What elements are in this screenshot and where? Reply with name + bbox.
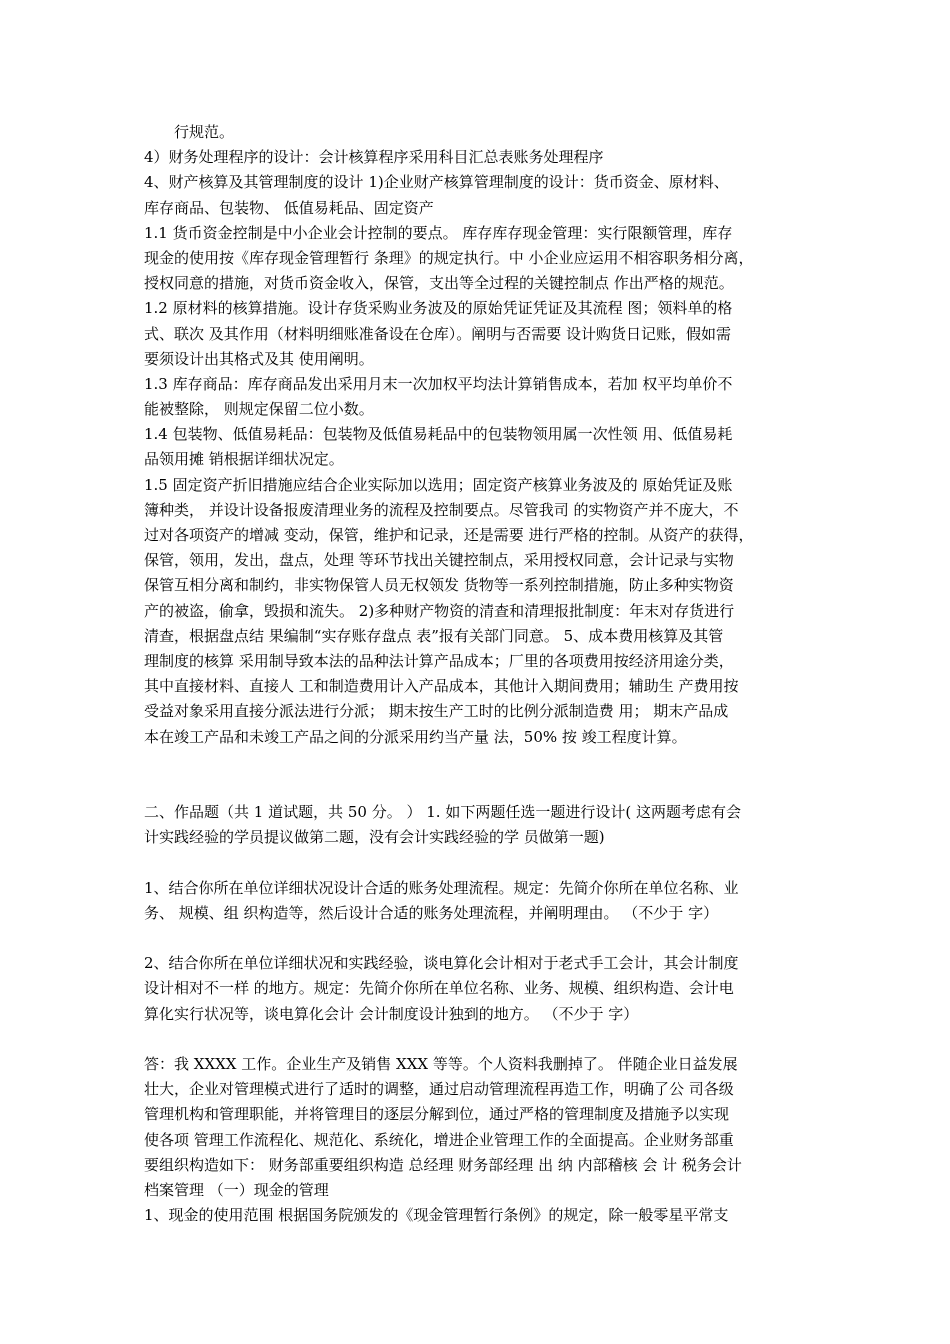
text-line: 要组织构造如下： 财务部重要组织构造 总经理 财务部经理 出 纳 内部稽核 会 计 税务会计 bbox=[144, 1155, 742, 1174]
text-line: 档案管理 （一）现金的管理 bbox=[144, 1180, 329, 1199]
text-line: 务、 规模、组 织构造等，然后设计合适的账务处理流程，并阐明理由。 （不少于 字） bbox=[144, 903, 719, 922]
text-line: 计实践经验的学员提议做第二题，没有会计实践经验的学 员做第一题) bbox=[144, 828, 605, 847]
text-line: 式、联次 及其作用（材料明细账准备设在仓库）。阐明与否需要 设计购货日记账，假如需 bbox=[144, 324, 732, 343]
text-line: 算化实行状况等，谈电算化会计 会计制度设计独到的地方。 （不少于 字） bbox=[144, 1004, 639, 1023]
paragraph-property-accounting bbox=[144, 170, 816, 220]
blank-space bbox=[144, 750, 816, 800]
text-line: 授权同意的措施，对货币资金收入，保管，支出等全过程的关键控制点 作出严格的规范。 bbox=[144, 274, 734, 293]
blank-space bbox=[144, 850, 816, 875]
text-line: 清查，根据盘点结 果编制“实存账存盘点 表”报有关部门同意。 5、成本费用核算及其管 bbox=[144, 626, 724, 645]
text-line: 过对各项资产的增减 变动，保管，维护和记录，还是需要 进行严格的控制。从资产的获得， bbox=[144, 526, 754, 544]
text-line: 本在竣工产品和未竣工产品之间的分派采用约当产量 法，50% 按 竣工程度计算。 bbox=[144, 727, 687, 746]
text-line: 品领用摊 销根据详细状况定。 bbox=[144, 450, 344, 469]
text-line: 库存商品、包装物、 低值易耗品、固定资产 bbox=[144, 198, 434, 217]
blank-space bbox=[144, 926, 816, 951]
paragraph-section-two-heading bbox=[144, 800, 816, 850]
text-line: 产的被盗，偷拿，毁损和流失。 2)多种财产物资的清查和清理报批制度：年末对存货进行 bbox=[144, 601, 735, 620]
paragraph-cash-scope bbox=[144, 1203, 816, 1228]
text-line: 管理机构和管理职能，并将管理目的逐层分解到位，通过严格的管理制度及措施予以实现 bbox=[144, 1105, 730, 1124]
text-line: 现金的使用按《库存现金管理暂行 条理》的规定执行。中 小企业应运用不相容职务相分离， bbox=[144, 248, 754, 267]
text-line: 1.5 固定资产折旧措施应结合企业实际加以选用；固定资产核算业务波及的 原始凭证及账 bbox=[144, 475, 733, 494]
text-line: 使各项 管理工作流程化、规范化、系统化，增进企业管理工作的全面提高。企业财务部重 bbox=[144, 1130, 734, 1149]
text-line: 要须设计出其格式及其 使用阐明。 bbox=[144, 349, 374, 368]
paragraph-norms-end bbox=[144, 120, 816, 145]
paragraph-fixed-assets bbox=[144, 473, 816, 750]
text-line: 保管互相分离和制约，非实物保管人员无权领发 货物等一系列控制措施，防止多种实物资 bbox=[144, 576, 734, 595]
paragraph-answer bbox=[144, 1052, 816, 1203]
paragraph-cash-control bbox=[144, 221, 816, 297]
text-line: 其中直接材料、直接人 工和制造费用计入产品成本，其他计入期间费用；辅助生 产费用按 bbox=[144, 677, 739, 696]
text-line: 1.1 货币资金控制是中小企业会计控制的要点。 库存库存现金管理：实行限额管理，库存 bbox=[144, 223, 733, 242]
text-line: 保管，领用，发出，盘点，处理 等环节找出关键控制点，采用授权同意，会计记录与实物 bbox=[144, 551, 734, 570]
text-line: 1、现金的使用范围 根据国务院颁发的《现金管理暂行条例》的规定，除一般零星平常支 bbox=[144, 1206, 729, 1225]
blank-space bbox=[144, 1027, 816, 1052]
text-line: 壮大，企业对管理模式进行了适时的调整，通过启动管理流程再造工作，明确了公 司各级 bbox=[144, 1080, 734, 1099]
paragraph-procedure-design bbox=[144, 145, 816, 170]
text-line: 1.4 包装物、低值易耗品：包装物及低值易耗品中的包装物领用属一次性领 用、低值易耗 bbox=[144, 425, 733, 444]
paragraph-packaging bbox=[144, 422, 816, 472]
text-line: 4）财务处理程序的设计：会计核算程序采用科目汇总表账务处理程序 bbox=[144, 148, 604, 167]
text-line: 能被整除， 则规定保留二位小数。 bbox=[144, 400, 374, 419]
text-line: 设计相对不一样 的地方。规定：先简介你所在单位名称、业务、规模、组织构造、会计电 bbox=[144, 979, 734, 998]
document-page bbox=[144, 120, 816, 1228]
text-line: 二、作品题（共 1 道试题，共 50 分。 ） 1. 如下两题任选一题进行设计( 这两题考虑有会 bbox=[144, 803, 741, 822]
text-line: 1、结合你所在单位详细状况设计合适的账务处理流程。规定：先简介你所在单位名称、业 bbox=[144, 878, 739, 897]
paragraph-inventory-goods bbox=[144, 372, 816, 422]
text-line: 行规范。 bbox=[144, 123, 235, 141]
paragraph-raw-materials bbox=[144, 296, 816, 372]
text-line: 2、结合你所在单位详细状况和实践经验，谈电算化会计相对于老式手工会计，其会计制度 bbox=[144, 954, 739, 973]
text-line: 受益对象采用直接分派法进行分派； 期末按生产工时的比例分派制造费 用； 期末产品成 bbox=[144, 702, 729, 721]
text-line: 理制度的核算 采用制导致本法的品种法计算产品成本；厂里的各项费用按经济用途分类， bbox=[144, 651, 734, 670]
text-line: 1.2 原材料的核算措施。设计存货采购业务波及的原始凭证凭证及其流程 图；领料单的格 bbox=[144, 299, 733, 318]
text-line: 4、财产核算及其管理制度的设计 1)企业财产核算管理制度的设计：货币资金、原材料、 bbox=[144, 173, 729, 192]
text-line: 簿种类， 并设计设备报废清理业务的流程及控制要点。尽管我司 的实物资产并不庞大，不 bbox=[144, 500, 739, 519]
text-line: 1.3 库存商品：库存商品发出采用月末一次加权平均法计算销售成本，若加 权平均单价不 bbox=[144, 374, 733, 393]
paragraph-question-one bbox=[144, 876, 816, 926]
paragraph-question-two bbox=[144, 951, 816, 1027]
text-line: 答：我 XXXX 工作。企业生产及销售 XXX 等等。个人资料我删掉了。 伴随企业日益发展 bbox=[144, 1054, 738, 1073]
